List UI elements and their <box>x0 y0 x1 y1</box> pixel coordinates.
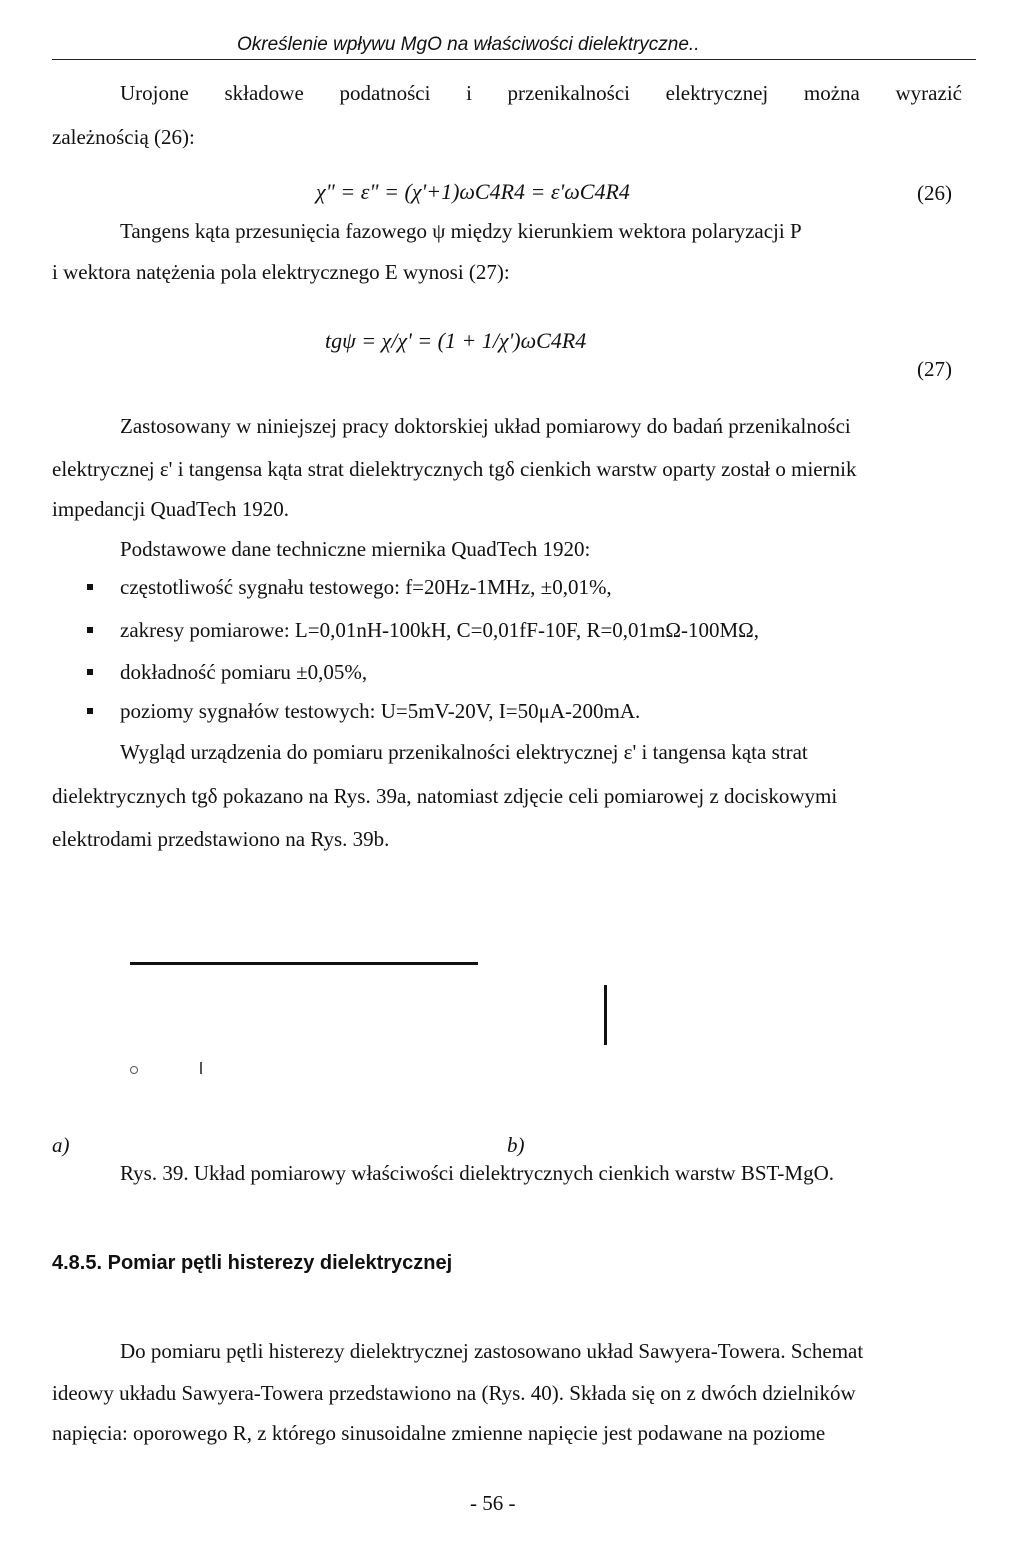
paragraph-5-line-2: dielektrycznych tgδ pokazano na Rys. 39a, natomiast zdjęcie celi pomiarowej z dociskowymi <box>52 784 838 808</box>
paragraph-1-line-1 <box>120 80 962 106</box>
word: i <box>466 81 472 105</box>
paragraph-6-line-2: ideowy układu Sawyera-Towera przedstawiono na (Rys. 40). Składa się on z dwóch dzielników <box>52 1381 856 1405</box>
section-title: Pomiar pętli histerezy dielektrycznej <box>107 1252 453 1274</box>
bullet-marker <box>87 708 93 714</box>
bullet-item-1: częstotliwość sygnału testowego: f=20Hz-1MHz, ±0,01%, <box>120 575 612 599</box>
word: wyrazić <box>895 81 962 105</box>
section-heading <box>52 1252 452 1275</box>
equation-27-formula: tgψ = χ/χ' = (1 + 1/χ')ωC4R4 <box>325 328 587 353</box>
paragraph-5-line-1: Wygląd urządzenia do pomiaru przenikalności elektrycznej ε' i tangensa kąta strat <box>120 740 808 764</box>
bullet-item-3: dokładność pomiaru ±0,05%, <box>120 660 368 684</box>
paragraph-2-line-1: Tangens kąta przesunięcia fazowego ψ między kierunkiem wektora polaryzacji P <box>120 219 802 243</box>
bullet-item-4: poziomy sygnałów testowych: U=5mV-20V, I=50μA-200mA. <box>120 699 641 723</box>
page-number: - 56 - <box>470 1491 516 1515</box>
bullet-marker <box>87 669 93 675</box>
paragraph-4: Podstawowe dane techniczne miernika QuadTech 1920: <box>120 537 591 561</box>
figure-artifact-mark <box>200 1062 206 1074</box>
header-rule <box>52 59 976 60</box>
word: elektrycznej <box>665 81 769 105</box>
word: składowe <box>224 81 304 105</box>
figure-artifact-line <box>130 962 478 965</box>
equation-26-formula: χ" = ε" = (χ'+1)ωC4R4 = ε'ωC4R4 <box>316 179 630 204</box>
paragraph-1-line-2: zależnością (26): <box>52 125 195 149</box>
paragraph-6-line-3: napięcia: oporowego R, z którego sinusoidalne zmienne napięcie jest podawane na poziome <box>52 1421 826 1445</box>
section-number: 4.8.5. <box>52 1252 103 1274</box>
paragraph-3-line-3: impedancji QuadTech 1920. <box>52 497 290 521</box>
figure-label-b: b) <box>507 1133 525 1157</box>
word: przenikalności <box>507 81 630 105</box>
bullet-marker <box>87 584 93 590</box>
running-header: Określenie wpływu MgO na właściwości dielektryczne.. <box>237 34 700 55</box>
paragraph-6-line-1: Do pomiaru pętli histerezy dielektrycznej zastosowano układ Sawyera-Towera. Schemat <box>120 1339 864 1363</box>
figure-label-a: a) <box>52 1133 70 1157</box>
figure-caption: Rys. 39. Układ pomiarowy właściwości dielektrycznych cienkich warstw BST-MgO. <box>120 1161 834 1185</box>
figure-artifact-line <box>604 985 607 1045</box>
equation-26 <box>316 179 630 205</box>
equation-27 <box>325 328 586 354</box>
figure-artifact-mark <box>130 1066 138 1074</box>
paragraph-5-line-3: elektrodami przedstawiono na Rys. 39b. <box>52 827 390 851</box>
paragraph-2-line-2: i wektora natężenia pola elektrycznego E wynosi (27): <box>52 260 510 284</box>
bullet-item-2: zakresy pomiarowe: L=0,01nH-100kH, C=0,01fF-10F, R=0,01mΩ-100MΩ, <box>120 618 760 642</box>
bullet-marker <box>87 627 93 633</box>
equation-26-number: (26) <box>917 181 952 205</box>
word: podatności <box>339 81 431 105</box>
paragraph-3-line-1: Zastosowany w niniejszej pracy doktorskiej układ pomiarowy do badań przenikalności <box>120 414 851 438</box>
paragraph-3-line-2: elektrycznej ε' i tangensa kąta strat dielektrycznych tgδ cienkich warstw oparty został o miernik <box>52 457 857 481</box>
equation-27-number: (27) <box>917 357 952 381</box>
word: można <box>803 81 860 105</box>
word: Urojone <box>120 81 189 105</box>
